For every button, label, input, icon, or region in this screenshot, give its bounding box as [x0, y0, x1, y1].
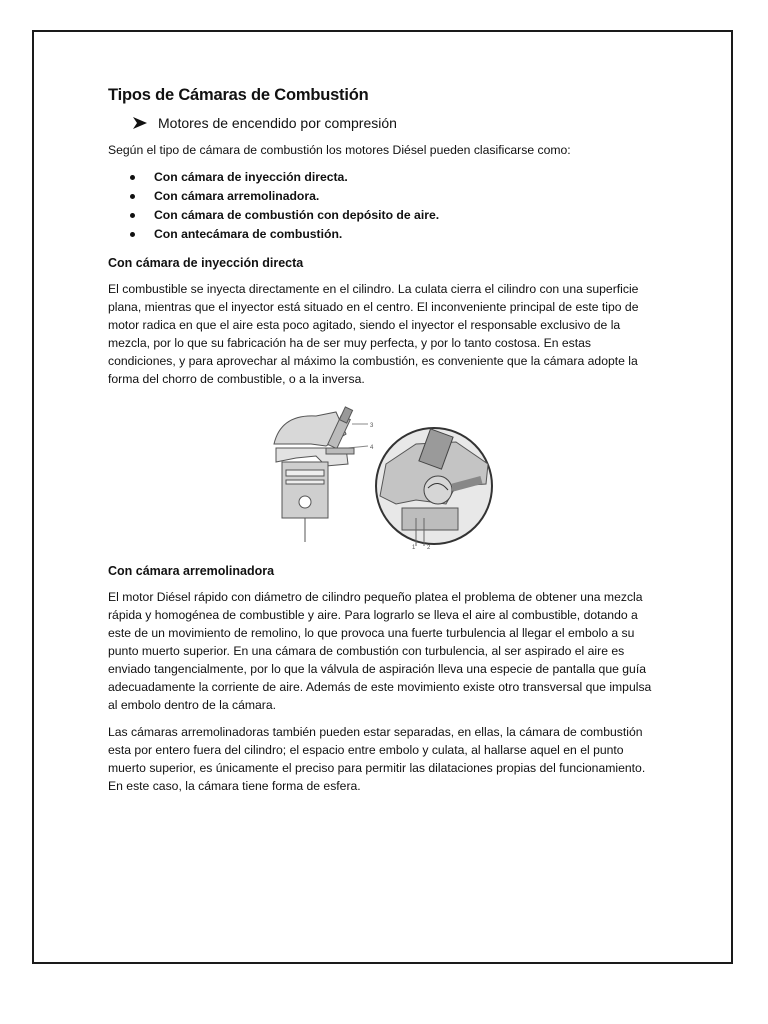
- intro-paragraph: Según el tipo de cámara de combustión los motores Diésel pueden clasificarse como:: [108, 143, 571, 157]
- figure-label-4: 4: [369, 445, 373, 451]
- list-item-text: Con antecámara de combustión.: [154, 227, 343, 241]
- direct-injection-paragraph: El combustible se inyecta directamente en el cilindro. La culata cierra el cilindro con una superficie plana, mientras que el inyector está situado en el centro. El inconveniente principal de este tipo de motor radica en que el aire esta poco agitado, siendo el inyector el responsable exclusivo de la mezcla, por lo que su fabricación ha de ser muy perfecta, y por lo tanto costosa. En estas condiciones, y para aprovechar al máximo la combustión, es conveniente que la cámara adopte la forma del chorro de combustible, o a la inversa.: [108, 282, 639, 386]
- list-item: [130, 187, 653, 206]
- document-body: [108, 86, 653, 804]
- list-item: [130, 206, 653, 225]
- figure-label-3: 3: [369, 423, 373, 429]
- section-heading-direct-injection: Con cámara de inyección directa: [108, 256, 304, 270]
- bullet-icon: [130, 175, 135, 180]
- bullet-icon: [130, 194, 135, 199]
- bullet-icon: [130, 213, 135, 218]
- list-item: [130, 168, 653, 187]
- list-item-text: Con cámara de combustión con depósito de aire.: [154, 208, 440, 222]
- arrow-bullet-icon: [132, 116, 148, 130]
- engine-diagram-figure: [108, 404, 653, 550]
- list-item-text: Con cámara arremolinadora.: [154, 189, 320, 203]
- subheading-text: Motores de encendido por compresión: [158, 115, 397, 131]
- subheading: [132, 115, 653, 131]
- swirl-chamber-paragraph-1: El motor Diésel rápido con diámetro de cilindro pequeño platea el problema de obtener una mezcla rápida y homogénea de combustible y aire. Para lograrlo se lleva el aire al combustible, dotando a este de un movimiento de remolino, lo que provoca una fuerte turbulencia al llegar el embolo a su punto muerto superior. En una cámara de combustión con turbulencia, al ser aspirado el aire es enviado tangencialmente, por lo que la válvula de aspiración lleva una especie de pantalla que guía adecuadamente la corriente de aire. Además de este movimiento existe otro transversal que impulsa al embolo dentro de la cámara.: [108, 590, 652, 712]
- list-item-text: Con cámara de inyección directa.: [154, 170, 348, 184]
- combustion-chamber-illustration: [256, 404, 506, 550]
- swirl-chamber-detail-drawing: [376, 428, 492, 546]
- section-heading-swirl-chamber: Con cámara arremolinadora: [108, 564, 275, 578]
- list-item: [130, 225, 653, 244]
- figure-label-1: 1: [411, 545, 415, 550]
- figure-label-2: 2: [426, 545, 430, 550]
- direct-injection-engine-drawing: [274, 407, 368, 542]
- bullet-icon: [130, 232, 135, 237]
- document-title: Tipos de Cámaras de Combustión: [108, 86, 369, 104]
- chamber-types-list: [130, 168, 653, 244]
- swirl-chamber-paragraph-2: Las cámaras arremolinadoras también pueden estar separadas, en ellas, la cámara de combustión esta por entero fuera del cilindro; el espacio entre embolo y culata, al hallarse aquel en el punto muerto superior, es únicamente el preciso para permitir las dilataciones propias del funcionamiento. En este caso, la cámara tiene forma de esfera.: [108, 725, 646, 793]
